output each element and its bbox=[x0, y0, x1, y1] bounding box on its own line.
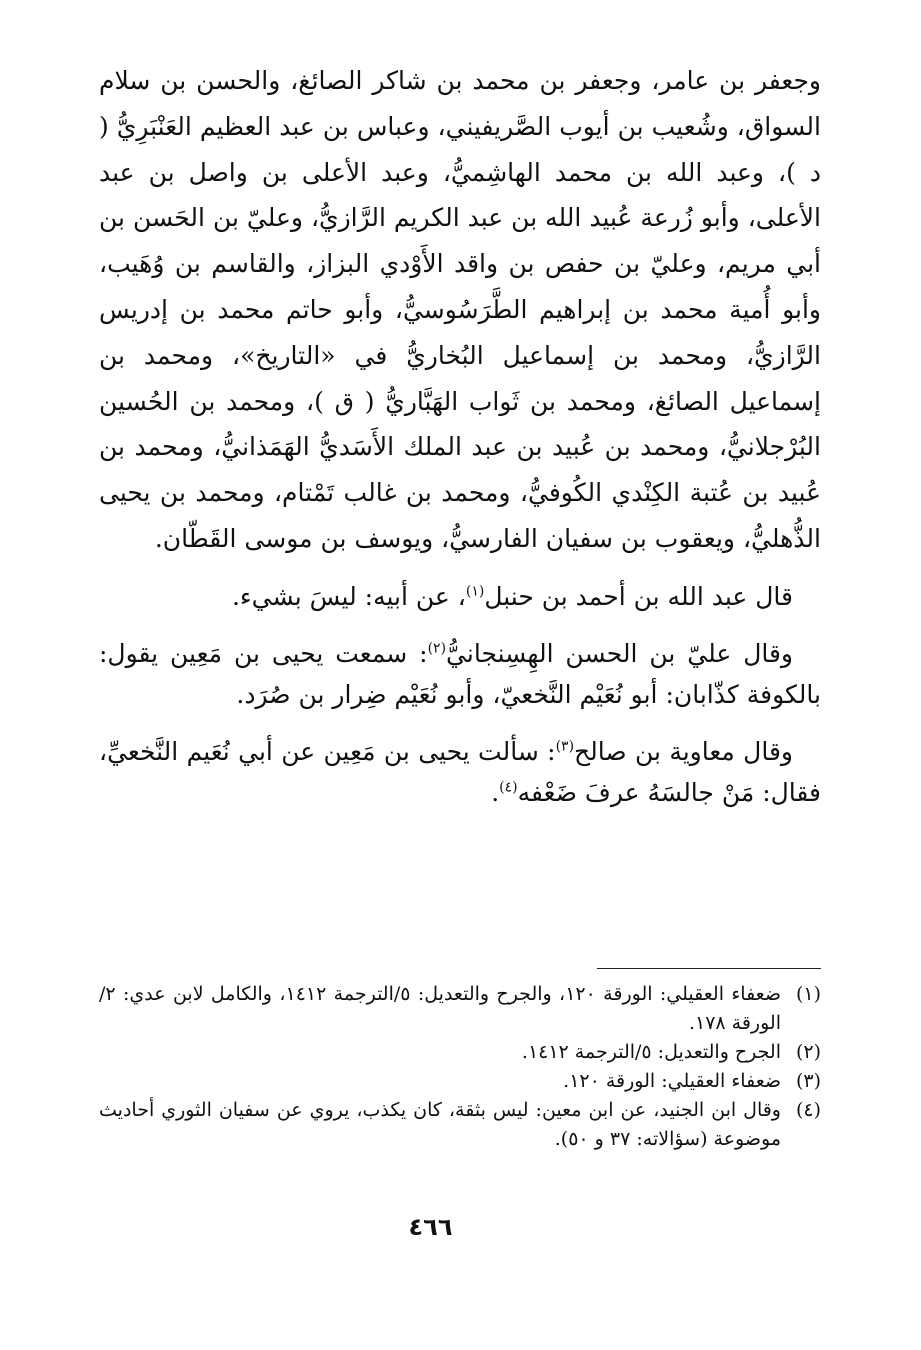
quote1-rest: ، عن أبيه: ليسَ بشيء. bbox=[231, 581, 466, 611]
page-number: ٤٦٦ bbox=[408, 1213, 453, 1241]
footnote-number: (٣) bbox=[795, 1070, 821, 1092]
quote3-end: . bbox=[491, 777, 500, 807]
footnotes bbox=[99, 980, 821, 1154]
footnote-text: الجرح والتعديل: ٥/الترجمة ١٤١٢. bbox=[521, 1041, 781, 1063]
footnote-text: ضعفاء العقيلي: الورقة ١٢٠، والجرح والتعديل: ٥/الترجمة ١٤١٢، والكامل لابن عدي: ٢/الورقة ١٧٨. bbox=[99, 983, 781, 1034]
footnote-number: (٤) bbox=[795, 1099, 821, 1121]
quote1-text: قال عبد الله بن أحمد بن حنبل bbox=[484, 581, 793, 611]
footnote-3 bbox=[99, 1067, 821, 1096]
footnote-ref-3[interactable]: (٣) bbox=[555, 738, 575, 755]
quote3-rest: : سألت يحيى بن مَعِين عن أبي نُعَيم النَّخعيِّ، فقال: مَنْ جالسَهُ عرفَ ضَعْفه bbox=[99, 736, 821, 807]
quote-ali-al-hisinjani bbox=[99, 633, 821, 715]
quote2-text: وقال عليّ بن الحسن الهِسِنجانيُّ bbox=[446, 638, 793, 668]
footnote-ref-1[interactable]: (١) bbox=[465, 583, 485, 600]
footnote-separator bbox=[597, 968, 821, 969]
quote-abdullah-ibn-ahmad bbox=[99, 576, 821, 617]
footnote-ref-2[interactable]: (٢) bbox=[427, 640, 447, 657]
footnote-text: ضعفاء العقيلي: الورقة ١٢٠. bbox=[563, 1070, 781, 1092]
footnote-2 bbox=[99, 1038, 821, 1067]
quote2-rest: : سمعت يحيى بن مَعِين يقول: بالكوفة كذّابان: أبو نُعَيْم النَّخعيّ، وأبو نُعَيْم ضِرار بن صُرَد. bbox=[99, 638, 821, 709]
footnote-number: (١) bbox=[795, 983, 821, 1005]
footnote-ref-4[interactable]: (٤) bbox=[499, 779, 518, 796]
footnote-4 bbox=[99, 1096, 821, 1154]
quote-muawiya-ibn-salih bbox=[99, 731, 821, 813]
quote3-text: وقال معاوية بن صالح bbox=[574, 736, 793, 766]
footnote-1 bbox=[99, 980, 821, 1038]
footnote-number: (٢) bbox=[795, 1041, 821, 1063]
page-body bbox=[99, 58, 821, 813]
footnote-text: وقال ابن الجنيد، عن ابن معين: ليس بثقة، كان يكذب، يروي عن سفيان الثوري أحاديث موضوعة (سؤالاته: ٣٧ و ٥٠). bbox=[99, 1099, 781, 1150]
narrators-paragraph: وجعفر بن عامر، وجعفر بن محمد بن شاكر الصائغ، والحسن بن سلام السواق، وشُعيب بن أيوب الصَّريفيني، وعباس بن عبد العظيم العَنْبَرِيُّ ( د )، وعبد الله بن محمد الهاشِميُّ، وعبد الأعلى بن واصل بن عبد الأعلى، وأبو زُرعة عُبيد الله بن عبد الكريم الرَّازيُّ، وعليّ بن الحَسن بن أبي مريم، وعليّ بن حفص بن واقد الأَوْدي البزاز، والقاسم بن وُهَيب، وأبو أُمية محمد بن إبراهيم الطَّرَسُوسيُّ، وأبو حاتم محمد بن إدريس الرَّازيُّ، ومحمد بن إسماعيل البُخاريُّ في «التاريخ»، ومحمد بن إسماعيل الصائغ، ومحمد بن ثَواب الهَبَّاريُّ ( ق )، ومحمد بن الحُسين البُرْجلانيُّ، ومحمد بن عُبيد بن عبد الملك الأَسَديُّ الهَمَذانيُّ، ومحمد بن عُبيد بن عُتبة الكِنْدي الكُوفيُّ، ومحمد بن غالب تَمْتام، ومحمد بن يحيى الذُّهليُّ، ويعقوب بن سفيان الفارسيُّ، ويوسف بن موسى القَطّان. bbox=[99, 66, 821, 553]
